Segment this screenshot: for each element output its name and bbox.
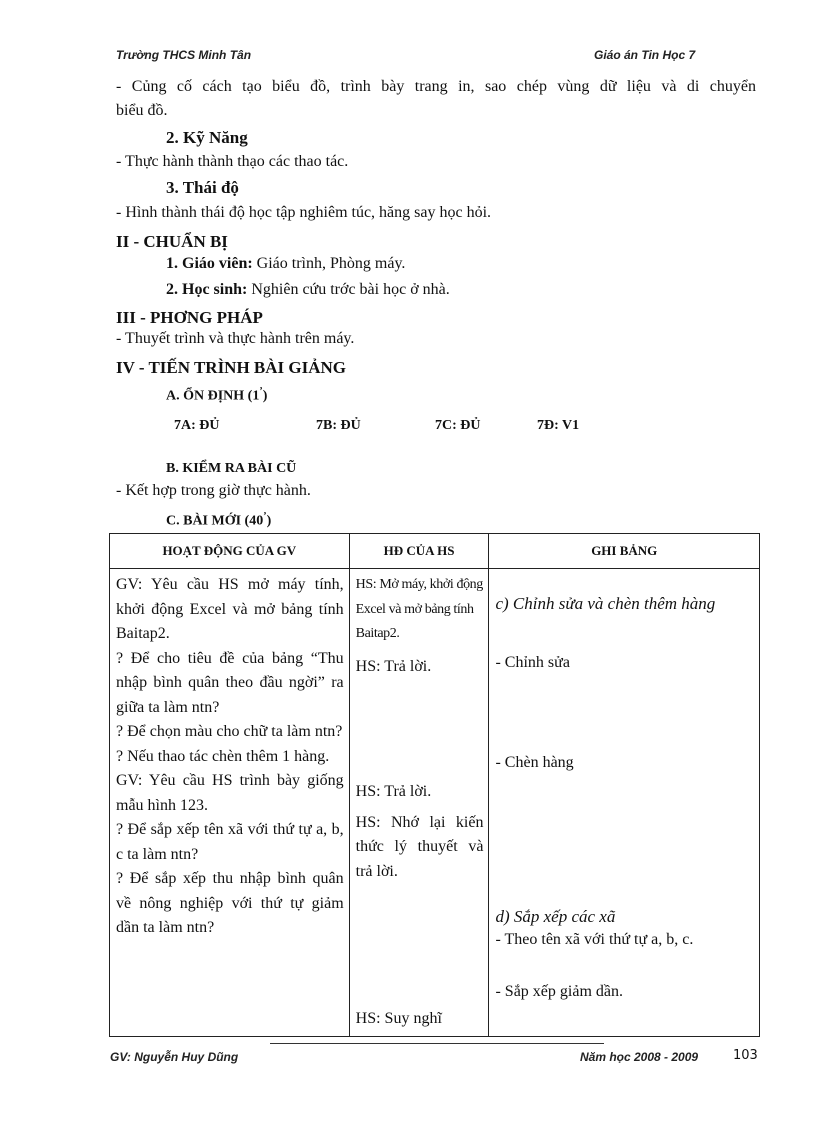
prep-teacher-label: 1. Giáo viên: (166, 255, 253, 272)
attendance-7a: 7A: ĐỦ (174, 418, 220, 433)
new-lesson-heading (166, 511, 271, 530)
header-gv: HOẠT ĐỘNG CỦA GV (110, 534, 350, 569)
gb-item: d) Sắp xếp các xã (495, 907, 616, 926)
footer-year: Năm học 2008 - 2009 (580, 1050, 699, 1064)
skills-heading: 2. Kỹ Năng (166, 128, 248, 147)
footer-divider (270, 1043, 604, 1044)
new-lesson-prefix: C. BÀI MỚI (40 (166, 513, 264, 529)
gv-item: ? Để cho tiêu đề của bảng “Thu nhập bình quân theo đầu ngời” ra giữa ta làm ntn? (116, 649, 344, 716)
header-school: Trường THCS Minh Tân (116, 48, 252, 62)
hs-item: HS: Mở máy, khởi động Excel và mở bảng tính Baitap2. (355, 577, 483, 641)
new-lesson-suffix: ) (266, 513, 272, 529)
page-number: 103 (733, 1048, 758, 1063)
skills-text: - Thực hành thành thạo các thao tác. (116, 153, 349, 170)
knowledge-text-line2: biểu đồ. (116, 102, 168, 119)
gb-item: - Theo tên xã với thứ tự a, b, c. (495, 931, 694, 948)
stabilize-heading (166, 386, 267, 405)
gv-item: ? Để sắp xếp tên xã với thứ tự a, b, c ta làm ntn? (116, 821, 344, 863)
gv-item: ? Để chọn màu cho chữ ta làm ntn? (116, 723, 343, 740)
new-lesson-mark: ’ (263, 511, 267, 522)
gv-cell (110, 569, 350, 1037)
attitude-text: - Hình thành thái độ học tập nghiêm túc, hăng say học hỏi. (116, 204, 492, 221)
attendance-7c: 7C: ĐỦ (435, 418, 481, 433)
gb-item: - Chỉnh sửa (495, 654, 570, 671)
gb-cell (489, 569, 760, 1037)
stabilize-mark: ’ (259, 386, 263, 397)
prep-heading: II - CHUẨN BỊ (116, 232, 228, 251)
stabilize-suffix: ) (262, 388, 268, 404)
hs-item: HS: Trả lời. (355, 657, 432, 675)
review-heading: B. KIỂM RA BÀI CŨ (166, 461, 297, 476)
gv-item: GV: Yêu cầu HS trình bày giống mẫu hình 123. (116, 772, 344, 814)
prep-student-text: Nghiên cứu trớc bài học ở nhà. (251, 281, 450, 298)
gb-item: - Sắp xếp giảm dần. (495, 983, 623, 1000)
review-text: - Kết hợp trong giờ thực hành. (116, 482, 311, 499)
method-text: - Thuyết trình và thực hành trên máy. (116, 330, 355, 347)
gb-item: - Chèn hàng (495, 754, 574, 771)
hs-item: HS: Nhớ lại kiến thức lý thuyết và trả lời. (355, 813, 484, 880)
hs-item: HS: Suy nghĩ (355, 1010, 442, 1027)
prep-teacher (166, 255, 405, 273)
hs-item: HS: Trả lời. (355, 783, 432, 800)
header-subject: Giáo án Tin Học 7 (594, 48, 696, 62)
footer-teacher: GV: Nguyễn Huy Dũng (110, 1050, 239, 1064)
gv-item: ? Nếu thao tác chèn thêm 1 hàng. (116, 747, 330, 765)
stabilize-prefix: A. ỔN ĐỊNH (1 (166, 388, 260, 404)
prep-teacher-text: Giáo trình, Phòng máy. (256, 255, 406, 272)
progress-heading: IV - TIẾN TRÌNH BÀI GIẢNG (116, 358, 347, 377)
gb-item: c) Chỉnh sửa và chèn thêm hàng (495, 594, 716, 613)
gv-item: GV: Yêu cầu HS mở máy tính, khởi động Excel và mở bảng tính Baitap2. (116, 576, 344, 642)
attendance-7b: 7B: ĐỦ (316, 418, 361, 433)
method-heading: III - PHƠNG PHÁP (116, 308, 263, 327)
header-hs: HĐ CỦA HS (349, 534, 489, 569)
knowledge-text-line1: - Củng cố cách tạo biểu đồ, trình bày trang in, sao chép vùng dữ liệu và di chuyển (116, 78, 756, 95)
attendance-7d: 7Đ: V1 (537, 418, 580, 433)
gv-item: ? Để sắp xếp thu nhập bình quân về nông nghiệp với thứ tự giảm dần ta làm ntn? (116, 870, 344, 936)
hs-cell (349, 569, 489, 1037)
prep-student-label: 2. Học sinh: (166, 281, 248, 298)
lesson-table (109, 533, 760, 1037)
attitude-heading: 3. Thái độ (166, 178, 239, 197)
table-header-row (110, 534, 760, 569)
table-row (110, 569, 760, 1037)
prep-student (166, 281, 450, 299)
header-gb: GHI BẢNG (489, 534, 760, 569)
